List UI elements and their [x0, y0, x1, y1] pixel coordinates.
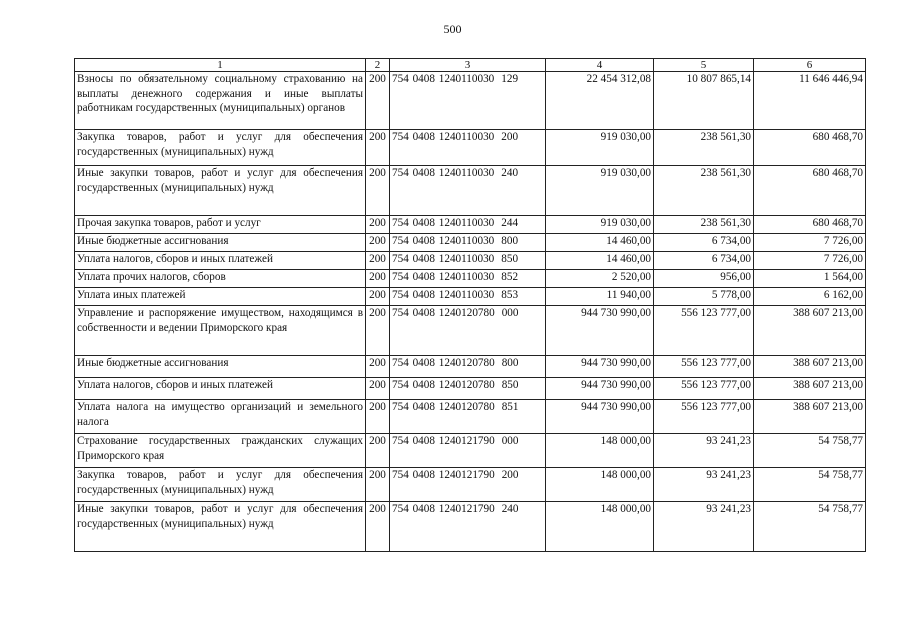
- row-name: Закупка товаров, работ и услуг для обеспечения государственных (муниципальных) нужд: [75, 130, 366, 166]
- row-name: Прочая закупка товаров, работ и услуг: [75, 216, 366, 234]
- table-row: [75, 252, 866, 270]
- row-expense-type: 852: [501, 271, 519, 283]
- table-row: [75, 130, 866, 166]
- row-classification-code: 754 0408 1240110030: [392, 271, 495, 283]
- row-amount-col4: 944 730 990,00: [546, 400, 654, 434]
- row-amount-col4: 944 730 990,00: [546, 306, 654, 356]
- row-code-cell: [390, 234, 546, 252]
- row-grbs: 200: [366, 468, 390, 502]
- row-grbs: 200: [366, 270, 390, 288]
- row-expense-type: 000: [501, 307, 519, 319]
- row-amount-col6: 680 468,70: [754, 166, 866, 216]
- row-classification-code: 754 0408 1240120780: [392, 307, 495, 319]
- row-code-cell: [390, 166, 546, 216]
- table-row: [75, 234, 866, 252]
- row-amount-col5: 556 123 777,00: [654, 378, 754, 400]
- page-number: 500: [443, 22, 462, 36]
- row-amount-col4: 11 940,00: [546, 288, 654, 306]
- row-classification-code: 754 0408 1240110030: [392, 73, 495, 85]
- row-grbs: 200: [366, 72, 390, 130]
- table-row: [75, 270, 866, 288]
- row-grbs: 200: [366, 378, 390, 400]
- row-expense-type: 000: [501, 435, 519, 447]
- row-amount-col4: 919 030,00: [546, 130, 654, 166]
- row-expense-type: 850: [501, 379, 519, 391]
- table-body: [75, 72, 866, 552]
- table-row: [75, 468, 866, 502]
- row-amount-col5: 556 123 777,00: [654, 400, 754, 434]
- row-code-cell: [390, 72, 546, 130]
- column-header: 6: [754, 59, 866, 72]
- row-grbs: 200: [366, 434, 390, 468]
- row-classification-code: 754 0408 1240120780: [392, 357, 495, 369]
- row-amount-col6: 388 607 213,00: [754, 356, 866, 378]
- row-classification-code: 754 0408 1240121790: [392, 435, 495, 447]
- row-amount-col6: 388 607 213,00: [754, 378, 866, 400]
- row-amount-col5: 93 241,23: [654, 468, 754, 502]
- budget-table: [74, 58, 866, 552]
- table-row: [75, 356, 866, 378]
- row-amount-col4: 944 730 990,00: [546, 378, 654, 400]
- row-name: Иные закупки товаров, работ и услуг для обеспечения государственных (муниципальных) нужд: [75, 166, 366, 216]
- row-amount-col4: 2 520,00: [546, 270, 654, 288]
- row-code-cell: [390, 378, 546, 400]
- row-amount-col4: 944 730 990,00: [546, 356, 654, 378]
- row-amount-col4: 22 454 312,08: [546, 72, 654, 130]
- row-amount-col6: 388 607 213,00: [754, 306, 866, 356]
- row-amount-col6: 680 468,70: [754, 130, 866, 166]
- row-name: Уплата иных платежей: [75, 288, 366, 306]
- row-amount-col5: 93 241,23: [654, 502, 754, 552]
- row-code-cell: [390, 252, 546, 270]
- row-grbs: 200: [366, 502, 390, 552]
- table-row: [75, 434, 866, 468]
- row-expense-type: 800: [501, 357, 519, 369]
- row-code-cell: [390, 356, 546, 378]
- row-amount-col6: 680 468,70: [754, 216, 866, 234]
- row-expense-type: 850: [501, 253, 519, 265]
- row-name: Уплата прочих налогов, сборов: [75, 270, 366, 288]
- column-header: 5: [654, 59, 754, 72]
- row-amount-col6: 54 758,77: [754, 468, 866, 502]
- row-name: Закупка товаров, работ и услуг для обеспечения государственных (муниципальных) нужд: [75, 468, 366, 502]
- row-expense-type: 129: [501, 73, 519, 85]
- row-amount-col5: 238 561,30: [654, 130, 754, 166]
- row-code-cell: [390, 468, 546, 502]
- row-name: Уплата налогов, сборов и иных платежей: [75, 252, 366, 270]
- row-amount-col5: 10 807 865,14: [654, 72, 754, 130]
- row-name: Уплата налога на имущество организаций и земельного налога: [75, 400, 366, 434]
- table-row: [75, 166, 866, 216]
- row-classification-code: 754 0408 1240110030: [392, 131, 495, 143]
- table-row: [75, 378, 866, 400]
- column-header: 2: [366, 59, 390, 72]
- row-grbs: 200: [366, 130, 390, 166]
- row-expense-type: 200: [501, 469, 519, 481]
- row-amount-col5: 238 561,30: [654, 166, 754, 216]
- row-classification-code: 754 0408 1240120780: [392, 379, 495, 391]
- row-amount-col6: 388 607 213,00: [754, 400, 866, 434]
- row-grbs: 200: [366, 400, 390, 434]
- row-name: Взносы по обязательному социальному страхованию на выплаты денежного содержания и иные выплаты работникам государственных (муниципальных) органов: [75, 72, 366, 130]
- row-grbs: 200: [366, 288, 390, 306]
- row-amount-col6: 6 162,00: [754, 288, 866, 306]
- table-row: [75, 400, 866, 434]
- row-name: Управление и распоряжение имуществом, находящимся в собственности и ведении Приморского края: [75, 306, 366, 356]
- row-expense-type: 853: [501, 289, 519, 301]
- row-grbs: 200: [366, 356, 390, 378]
- row-amount-col6: 54 758,77: [754, 502, 866, 552]
- table-row: [75, 306, 866, 356]
- row-classification-code: 754 0408 1240121790: [392, 469, 495, 481]
- row-name: Иные бюджетные ассигнования: [75, 356, 366, 378]
- row-code-cell: [390, 400, 546, 434]
- row-grbs: 200: [366, 166, 390, 216]
- row-code-cell: [390, 434, 546, 468]
- row-amount-col4: 14 460,00: [546, 252, 654, 270]
- row-classification-code: 754 0408 1240110030: [392, 167, 495, 179]
- row-name: Страхование государственных гражданских служащих Приморского края: [75, 434, 366, 468]
- row-classification-code: 754 0408 1240110030: [392, 289, 495, 301]
- row-amount-col5: 6 734,00: [654, 252, 754, 270]
- row-code-cell: [390, 502, 546, 552]
- table-row: [75, 288, 866, 306]
- row-classification-code: 754 0408 1240121790: [392, 503, 495, 515]
- row-amount-col6: 54 758,77: [754, 434, 866, 468]
- row-amount-col4: 919 030,00: [546, 216, 654, 234]
- row-code-cell: [390, 306, 546, 356]
- row-grbs: 200: [366, 216, 390, 234]
- row-code-cell: [390, 288, 546, 306]
- row-expense-type: 240: [501, 503, 519, 515]
- row-grbs: 200: [366, 234, 390, 252]
- row-code-cell: [390, 270, 546, 288]
- row-classification-code: 754 0408 1240110030: [392, 235, 495, 247]
- row-amount-col5: 956,00: [654, 270, 754, 288]
- row-amount-col5: 6 734,00: [654, 234, 754, 252]
- row-amount-col6: 7 726,00: [754, 234, 866, 252]
- column-header: 3: [390, 59, 546, 72]
- row-code-cell: [390, 216, 546, 234]
- row-amount-col5: 5 778,00: [654, 288, 754, 306]
- table-row: [75, 216, 866, 234]
- row-expense-type: 800: [501, 235, 519, 247]
- row-name: Иные бюджетные ассигнования: [75, 234, 366, 252]
- table-header: [75, 59, 866, 72]
- table-row: [75, 72, 866, 130]
- row-name: Иные закупки товаров, работ и услуг для обеспечения государственных (муниципальных) нужд: [75, 502, 366, 552]
- column-header: 4: [546, 59, 654, 72]
- header-row: [75, 59, 866, 72]
- row-amount-col5: 556 123 777,00: [654, 356, 754, 378]
- row-grbs: 200: [366, 252, 390, 270]
- row-amount-col5: 238 561,30: [654, 216, 754, 234]
- row-expense-type: 851: [501, 401, 519, 413]
- row-amount-col6: 11 646 446,94: [754, 72, 866, 130]
- row-amount-col4: 919 030,00: [546, 166, 654, 216]
- row-amount-col6: 7 726,00: [754, 252, 866, 270]
- row-amount-col5: 93 241,23: [654, 434, 754, 468]
- row-amount-col5: 556 123 777,00: [654, 306, 754, 356]
- row-classification-code: 754 0408 1240110030: [392, 253, 495, 265]
- row-expense-type: 200: [501, 131, 519, 143]
- row-code-cell: [390, 130, 546, 166]
- row-classification-code: 754 0408 1240110030: [392, 217, 495, 229]
- row-amount-col4: 148 000,00: [546, 502, 654, 552]
- row-name: Уплата налогов, сборов и иных платежей: [75, 378, 366, 400]
- row-amount-col4: 148 000,00: [546, 468, 654, 502]
- row-expense-type: 244: [501, 217, 519, 229]
- row-amount-col4: 148 000,00: [546, 434, 654, 468]
- row-amount-col4: 14 460,00: [546, 234, 654, 252]
- row-classification-code: 754 0408 1240120780: [392, 401, 495, 413]
- column-header: 1: [75, 59, 366, 72]
- row-expense-type: 240: [501, 167, 519, 179]
- row-grbs: 200: [366, 306, 390, 356]
- table-row: [75, 502, 866, 552]
- row-amount-col6: 1 564,00: [754, 270, 866, 288]
